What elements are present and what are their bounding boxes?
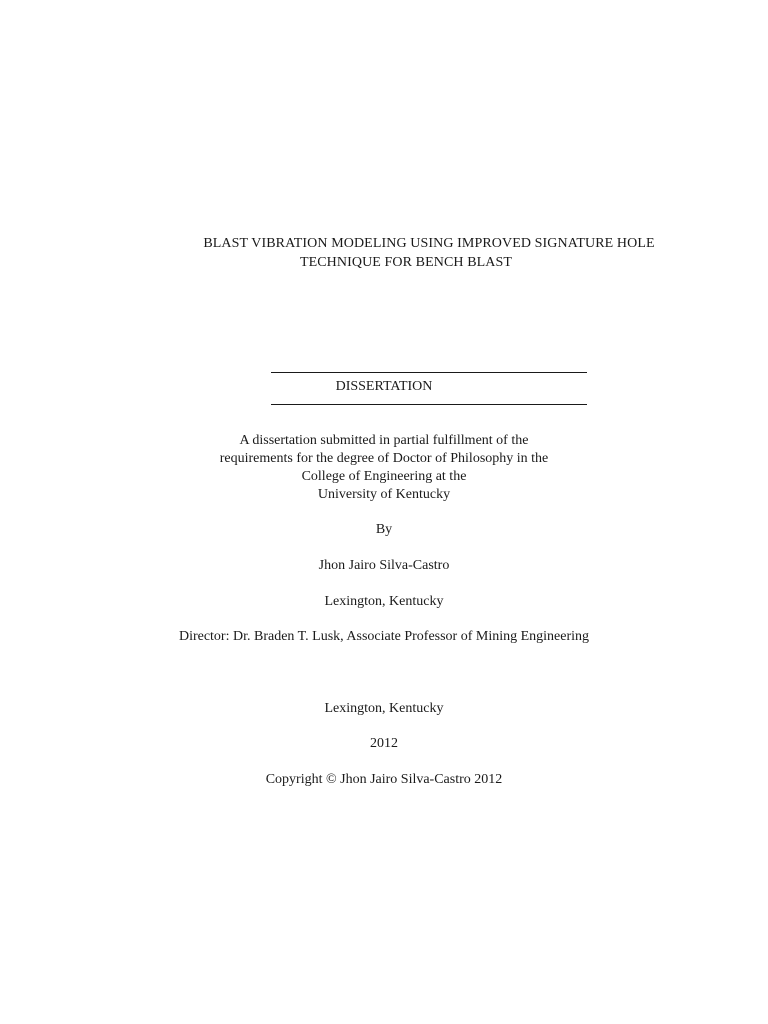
- author-location: Lexington, Kentucky: [324, 594, 444, 609]
- statement-line-4: University of Kentucky: [317, 487, 451, 502]
- director-line: Director: Dr. Braden T. Lusk, Associate Professor of Mining Engineering: [178, 629, 590, 644]
- document-type-label: DISSERTATION: [335, 379, 433, 394]
- by-label: By: [375, 522, 393, 537]
- top-rule: [271, 372, 587, 373]
- dissertation-title-line-2: TECHNIQUE FOR BENCH BLAST: [299, 255, 513, 270]
- publication-year: 2012: [370, 736, 398, 751]
- statement-line-3: College of Engineering at the: [301, 469, 467, 484]
- author-name: Jhon Jairo Silva-Castro: [318, 558, 450, 573]
- copyright-notice: Copyright © Jhon Jairo Silva-Castro 2012: [265, 772, 503, 787]
- publication-location: Lexington, Kentucky: [324, 701, 444, 716]
- statement-line-2: requirements for the degree of Doctor of Philosophy in the: [219, 451, 549, 466]
- dissertation-title-line-1: BLAST VIBRATION MODELING USING IMPROVED SIGNATURE HOLE: [203, 236, 655, 251]
- bottom-rule: [271, 404, 587, 405]
- statement-line-1: A dissertation submitted in partial fulfillment of the: [239, 433, 529, 448]
